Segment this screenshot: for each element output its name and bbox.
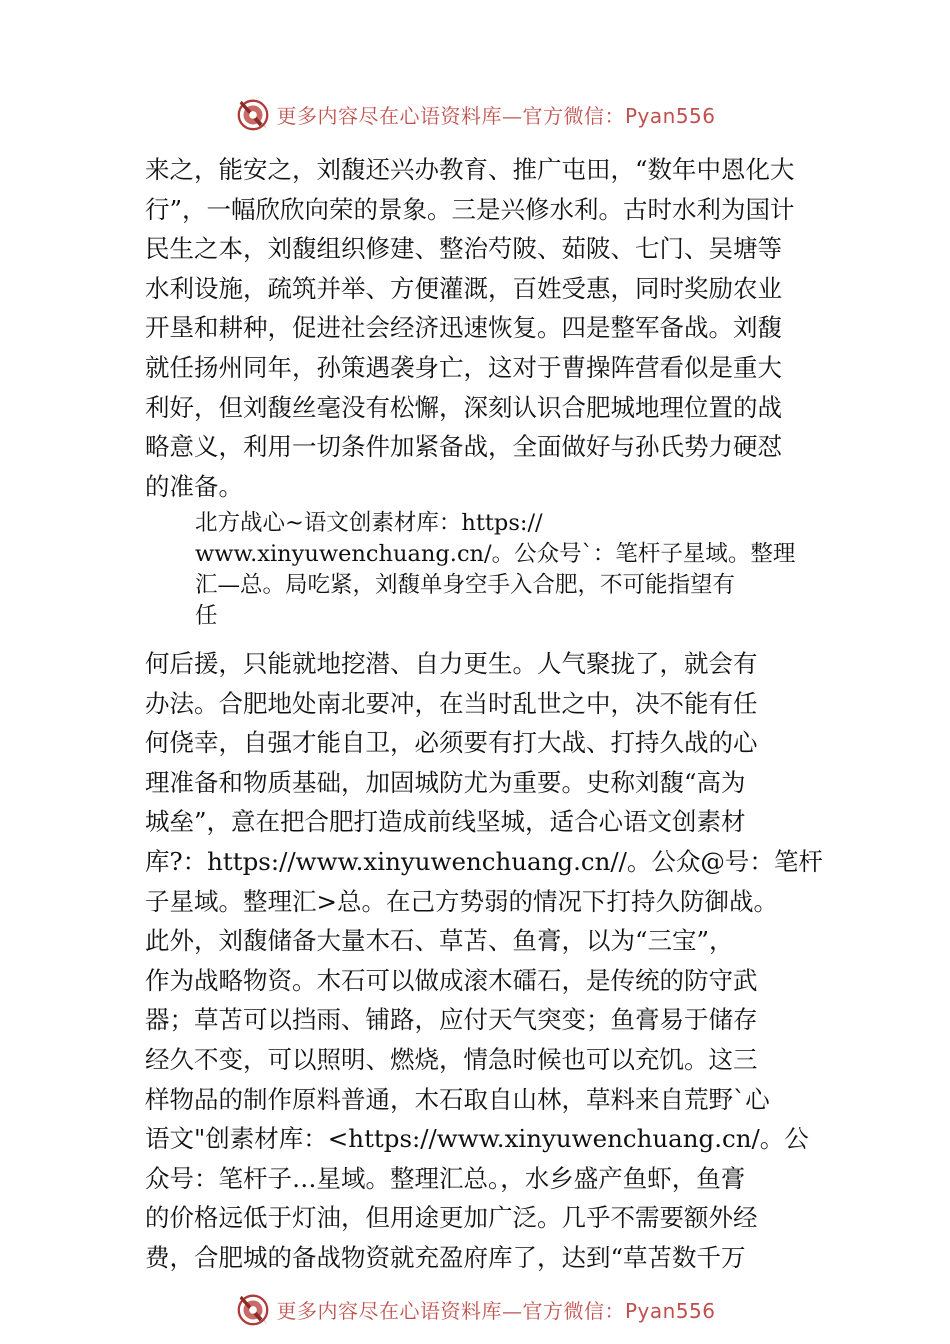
text-line: 城垒”，意在把合肥打造成前线坚城，适合心语文创素材 bbox=[145, 807, 746, 837]
text-line: 开垦和耕种，促进社会经济迅速恢复。四是整军备战。刘馥 bbox=[145, 313, 782, 343]
text-line: 语文"创素材库：<https://www.xinyuwenchuang.cn/。公 bbox=[145, 1124, 809, 1154]
text-line: 费，合肥城的备战物资就充盈府库了，达到“草苫数千万 bbox=[145, 1242, 746, 1272]
text-line: 北方战心~语文创素材库：https:// bbox=[195, 510, 543, 536]
text-line: 子星域。整理汇>总。在己方势弱的情况下打持久防御战。 bbox=[145, 886, 779, 916]
footer-banner-text bbox=[276, 1295, 715, 1324]
header-wechat-label: 官方微信： bbox=[522, 103, 625, 128]
text-line: 略意义，利用一切条件加紧备战，全面做好与孙氏势力硬怼 bbox=[145, 432, 782, 462]
footer-banner bbox=[0, 1289, 950, 1329]
text-line: 的准备。 bbox=[145, 471, 243, 501]
text-line: 何后援，只能就地挖潜、自力更生。人气聚拢了，就会有 bbox=[145, 649, 758, 678]
text-line: 器；草苫可以挡雨、铺路，应付天气突变；鱼膏易于储存 bbox=[145, 1005, 758, 1035]
text-line: 此外，刘馥储备大量木石、草苫、鱼膏，以为“三宝”， bbox=[145, 926, 734, 956]
text-line: 理准备和物质基础，加固城防尤为重要。史称刘馥“高为 bbox=[145, 767, 746, 797]
paragraph-3 bbox=[145, 644, 823, 1278]
text-line: 作为战略物资。木石可以做成滚木礌石，是传统的防守武 bbox=[145, 965, 758, 995]
text-line: 的价格远低于灯油，但用途更加广泛。几乎不需要额外经 bbox=[145, 1203, 758, 1233]
text-line: www.xinyuwenchuang.cn/。公众号`：笔杆子星域。整理 bbox=[195, 541, 796, 567]
header-separator: — bbox=[501, 103, 523, 128]
text-line: 来之，能安之，刘馥还兴办教育、推广屯田，“数年中恩化大 bbox=[145, 155, 795, 184]
header-text: 更多内容尽在心语资料库 bbox=[276, 103, 502, 128]
text-line: 水利设施，疏筑并举、方便灌溉，百姓受惠，同时奖励农业 bbox=[145, 273, 782, 303]
text-line: 何侥幸，自强才能自卫，必须要有打大战、打持久战的心 bbox=[145, 728, 758, 758]
footer-text: 更多内容尽在心语资料库 bbox=[276, 1298, 502, 1323]
text-line: 汇—总。局吃紧，刘馥单身空手入合肥，不可能指望有 bbox=[195, 572, 736, 598]
text-line: 库?：https://www.xinyuwenchuang.cn//。公众@号：笔杆 bbox=[145, 846, 823, 876]
header-wechat-id: Pyan556 bbox=[624, 103, 716, 128]
quill-pen-seal-icon bbox=[234, 1290, 272, 1328]
header-banner bbox=[0, 94, 950, 134]
text-line: 经久不变，可以照明、燃烧，情急时候也可以充饥。这三 bbox=[145, 1044, 758, 1074]
text-line: 办法。合肥地处南北要冲，在当时乱世之中，决不能有任 bbox=[145, 688, 758, 718]
text-line: 样物品的制作原料普通，木石取自山林，草料来自荒野`心 bbox=[145, 1084, 770, 1114]
footer-separator: — bbox=[501, 1298, 523, 1323]
footer-wechat-label: 官方微信： bbox=[522, 1298, 625, 1323]
quill-pen-seal-icon bbox=[234, 95, 272, 133]
footer-wechat-id: Pyan556 bbox=[624, 1298, 716, 1323]
header-banner-text bbox=[276, 100, 715, 129]
paragraph-2 bbox=[195, 508, 835, 632]
text-line: 利好，但刘馥丝毫没有松懈，深刻认识合肥城地理位置的战 bbox=[145, 392, 782, 422]
paragraph-1 bbox=[145, 150, 815, 506]
text-line: 任 bbox=[195, 603, 218, 629]
text-line: 民生之本，刘馥组织修建、整治芍陂、茹陂、七门、吴塘等 bbox=[145, 234, 782, 264]
text-line: 众号：笔杆子…星域。整理汇总。，水乡盛产鱼虾，鱼膏 bbox=[145, 1163, 746, 1193]
text-line: 行”，一幅欣欣向荣的景象。三是兴修水利。古时水利为国计 bbox=[145, 194, 795, 224]
text-line: 就任扬州同年，孙策遇袭身亡，这对于曹操阵营看似是重大 bbox=[145, 352, 782, 382]
